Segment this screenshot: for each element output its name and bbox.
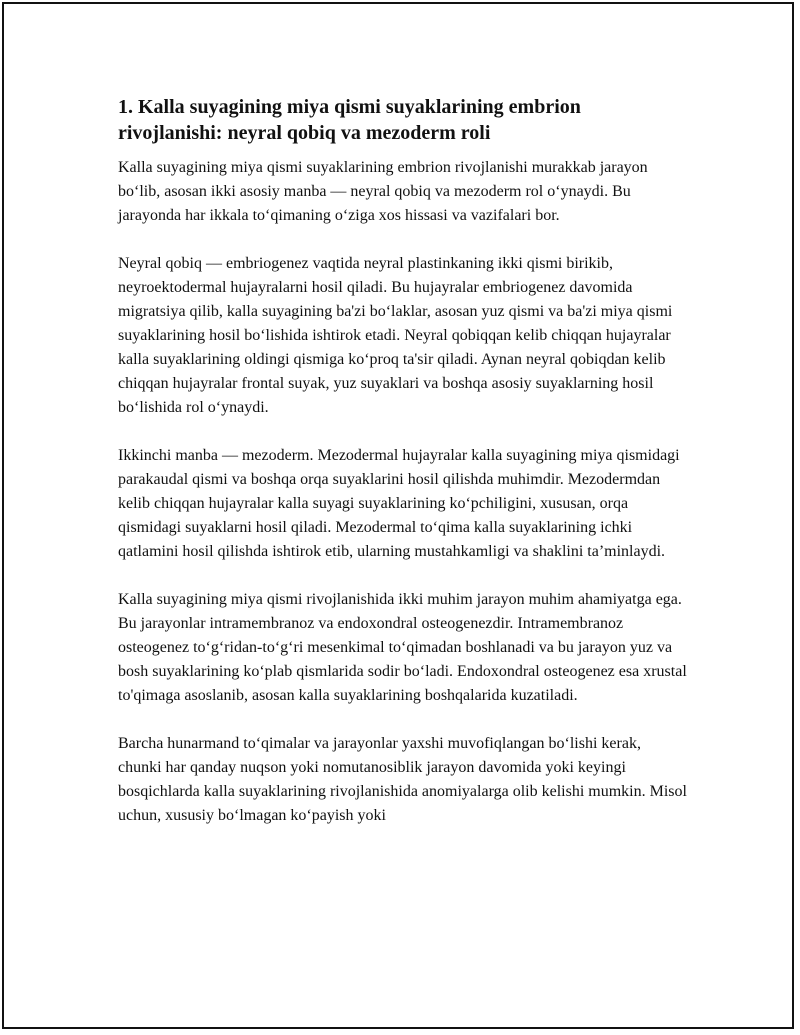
paragraph-osteogenesis: Kalla suyagining miya qismi rivojlanishida ikki muhim jarayon muhim ahamiyatga ega. Bu jarayonlar intramembranoz va endoxondral osteogenezdir. Intramembranoz osteogenez to‘g‘ridan-to‘g‘ri mesenkimal to‘qimadan boshlanadi va bu jarayon yuz va bosh suyaklarining ko‘plab qismlarida sodir bo‘ladi. Endoxondral osteogenez esa xrustal to'qimaga asoslanib, asosan kalla suyaklarining boshqalarida kuzatiladi. [118,591,687,704]
paragraph-neural-crest: Neyral qobiq — embriogenez vaqtida neyral plastinkaning ikki qismi birikib, neyroektodermal hujayralarni hosil qiladi. Bu hujayralar embriogenez davomida migratsiya qilib, kalla suyagining ba'zi bo‘laklar, asosan yuz qismi va ba'zi miya qismi suyaklarining hosil bo‘lishida ishtirok etadi. Neyral qobiqqan kelib chiqqan hujayralar kalla suyaklarining oldingi qismiga ko‘proq ta'sir qiladi. Aynan neyral qobiqdan kelib chiqqan hujayralar frontal suyak, yuz suyaklari va boshqa asosiy suyaklarning hosil bo‘lishida rol o‘ynaydi. [118,255,673,416]
paragraph-coordination: Barcha hunarmand to‘qimalar va jarayonlar yaxshi muvofiqlangan bo‘lishi kerak, chunki har qanday nuqson yoki nomutanosiblik jarayon davomida yoki keyingi bosqichlarda kalla suyaklarining rivojlanishida anomiyalarga olib kelishi mumkin. Misol uchun, xususiy bo‘lmagan ko‘payish yoki [118,735,687,824]
document-body [118,94,688,852]
document-title: 1. Kalla suyagining miya qismi suyaklarining embrion rivojlanishi: neyral qobiq va mezoderm roli [118,96,581,144]
paragraph-mesoderm: Ikkinchi manba — mezoderm. Mezodermal hujayralar kalla suyagining miya qismidagi parakaudal qismi va boshqa orqa suyaklarini hosil qilishda muhimdir. Mezodermdan kelib chiqqan hujayralar kalla suyagi suyaklarining ko‘pchiligini, xususan, orqa qismidagi suyaklarni hosil qiladi. Mezodermal to‘qima kalla suyaklarining ichki qatlamini hosil qilishda ishtirok etib, ularning mustahkamligi va shaklini ta’minlaydi. [118,447,680,560]
paragraph-intro: Kalla suyagining miya qismi suyaklarining embrion rivojlanishi murakkab jarayon bo‘lib, asosan ikki asosiy manba — neyral qobiq va mezoderm rol o‘ynaydi. Bu jarayonda har ikkala to‘qimaning o‘ziga xos hissasi va vazifalari bor. [118,159,648,224]
